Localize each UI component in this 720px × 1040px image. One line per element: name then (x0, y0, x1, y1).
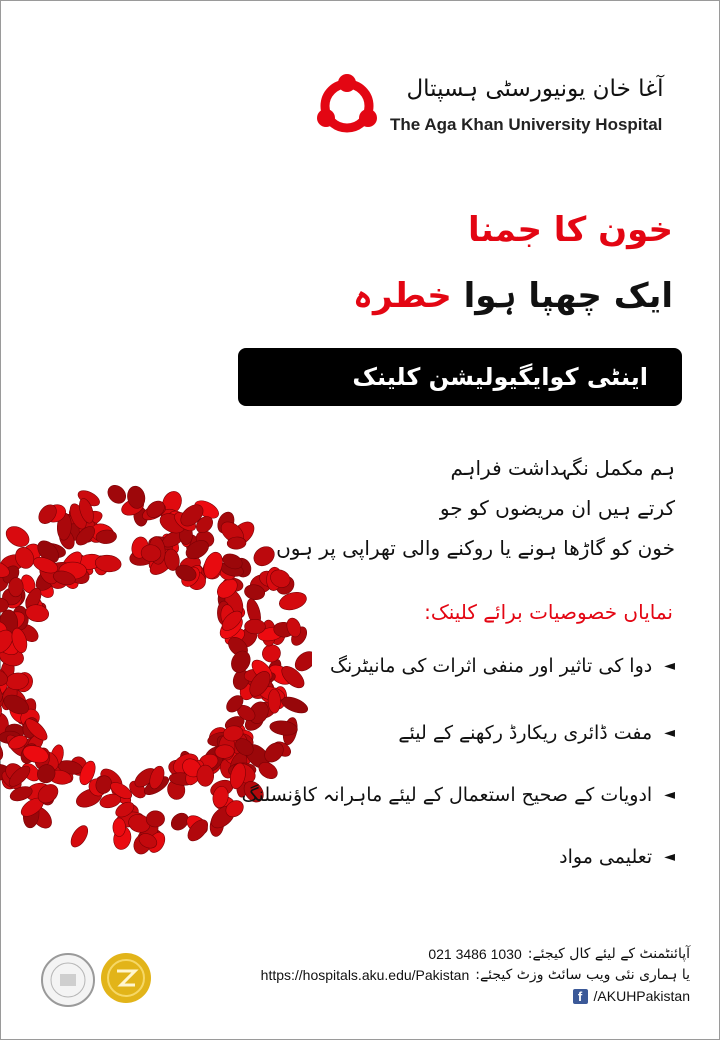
arrow-bullet-icon: ◄ (664, 725, 675, 741)
facebook-handle[interactable]: /AKUHPakistan (593, 988, 690, 1004)
title-line-1: خون کا جمنا (468, 210, 673, 250)
jci-accreditation-seal-icon (100, 952, 152, 1004)
description-line-1: ہم مکمل نگہداشت فراہم (450, 456, 675, 480)
blood-cell (244, 619, 265, 634)
website-row (261, 965, 690, 986)
feature-label: تعلیمی مواد (559, 846, 653, 868)
facebook-icon[interactable]: f (573, 989, 588, 1004)
clinic-banner: اینٹی کوایگیولیشن کلینک (238, 348, 682, 406)
website-label: یا ہماری نئی ویب سائٹ وزٹ کیجئے: (475, 967, 690, 983)
arrow-bullet-icon: ◄ (664, 658, 675, 674)
arrow-bullet-icon: ◄ (664, 849, 675, 865)
blood-cell (268, 689, 281, 713)
aku-logo-icon (312, 74, 382, 138)
title-line-2-highlight: خطرہ (353, 276, 452, 316)
clinic-description (276, 448, 675, 568)
feature-label: ادویات کے صحیح استعمال کے لیئے ماہرانہ کاؤنسلنگ (241, 784, 653, 806)
features-title: نمایاں خصوصیات برائے کلینک: (424, 600, 673, 624)
feature-label: مفت ڈائری ریکارڈ رکھنے کے لیئے (398, 722, 653, 744)
arrow-bullet-icon: ◄ (664, 787, 675, 803)
feature-item (242, 784, 675, 806)
hospital-name-urdu: آغا خان یونیورسٹی ہسپتال (406, 76, 664, 102)
blood-cell (68, 823, 92, 850)
title-line-2-main: ایک چھپا ہوا (463, 276, 673, 316)
description-line-3: خون کو گاڑھا ہونے یا روکنے والی تھراپی پر ہوں (276, 536, 675, 560)
title-line-2 (353, 275, 673, 316)
phone-row (261, 944, 690, 965)
feature-item (330, 655, 675, 677)
feature-item (398, 722, 675, 744)
blood-cells-ring-illustration (0, 448, 312, 888)
phone-label: آپائنٹمنٹ کے لیئے کال کیجئے: (527, 946, 690, 962)
blood-cell (146, 811, 165, 828)
contact-block (261, 944, 690, 1007)
hospital-name-english: The Aga Khan University Hospital (390, 115, 663, 134)
website-link[interactable]: https://hospitals.aku.edu/Pakistan (260, 967, 470, 983)
phone-number[interactable]: 021 3486 1030 (428, 946, 522, 962)
description-line-2: کرتے ہیں ان مریضوں کو جو (439, 496, 675, 520)
blood-cell (113, 818, 126, 837)
blood-cell (250, 543, 278, 570)
feature-label: دوا کی تاثیر اور منفی اثرات کی مانیٹرنگ (329, 655, 653, 677)
iso-certification-seal-icon (40, 952, 96, 1008)
blood-cell (197, 765, 214, 786)
facebook-row (261, 986, 690, 1007)
feature-item (559, 846, 675, 868)
